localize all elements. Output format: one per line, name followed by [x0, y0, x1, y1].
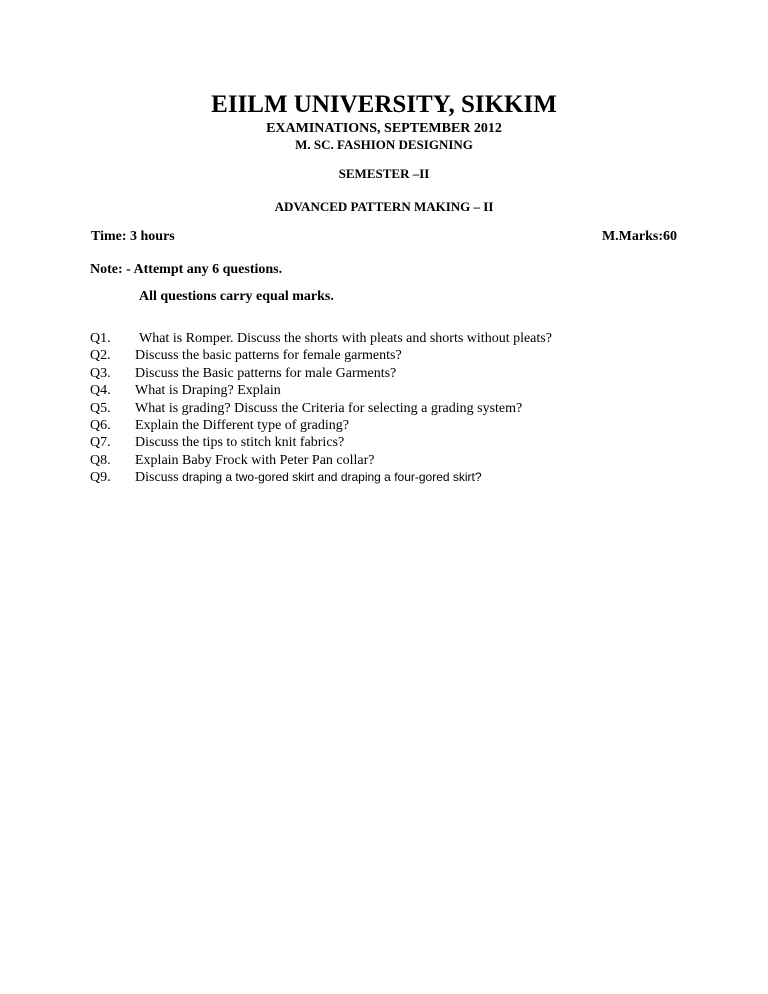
- question-number: Q4.: [90, 383, 111, 399]
- question-number: Q6.: [90, 417, 111, 433]
- question-item: [90, 452, 730, 469]
- question-list: [90, 330, 730, 487]
- semester-label: SEMESTER –II: [338, 166, 430, 181]
- university-title: EIILM UNIVERSITY, SIKKIM: [211, 91, 557, 118]
- question-number: Q7.: [90, 435, 111, 451]
- question-text: What is Romper. Discuss the shorts with pleats and shorts without pleats?: [139, 331, 552, 346]
- question-item: [90, 417, 730, 434]
- question-text: Discuss the tips to stitch knit fabrics?: [135, 435, 345, 451]
- question-text-lead: Discuss: [135, 470, 183, 486]
- question-number: Q9.: [90, 470, 111, 486]
- question-text: What is Draping? Explain: [135, 383, 281, 399]
- question-text: Explain Baby Frock with Peter Pan collar?: [135, 452, 375, 468]
- question-text: [135, 469, 482, 486]
- question-text: Discuss the basic patterns for female garments?: [135, 348, 402, 364]
- question-number: Q2.: [90, 348, 111, 364]
- question-text-rest: draping a two-gored skirt and draping a four-gored skirt?: [182, 470, 482, 485]
- question-item: [90, 382, 730, 399]
- program-name: M. SC. FASHION DESIGNING: [295, 137, 473, 152]
- question-number: Q5.: [90, 400, 111, 416]
- subject-title: ADVANCED PATTERN MAKING – II: [274, 199, 494, 214]
- question-text: Discuss the Basic patterns for male Garments?: [135, 365, 397, 381]
- question-item: [90, 434, 730, 451]
- question-item: [90, 469, 730, 486]
- question-item: [90, 347, 730, 364]
- question-text: What is grading? Discuss the Criteria for selecting a grading system?: [135, 400, 523, 416]
- question-item: [90, 330, 730, 347]
- exam-duration: Time: 3 hours: [91, 229, 175, 244]
- question-number: Q3.: [90, 365, 111, 381]
- instruction-note: Note: - Attempt any 6 questions.: [90, 262, 283, 277]
- question-item: [90, 400, 730, 417]
- question-number: Q8.: [90, 452, 111, 468]
- equal-marks-note: All questions carry equal marks.: [139, 289, 334, 304]
- examination-session: EXAMINATIONS, SEPTEMBER 2012: [266, 121, 502, 136]
- maximum-marks: M.Marks:60: [601, 229, 677, 244]
- question-number: Q1.: [90, 331, 111, 346]
- question-text: Explain the Different type of grading?: [135, 417, 349, 433]
- question-item: [90, 365, 730, 382]
